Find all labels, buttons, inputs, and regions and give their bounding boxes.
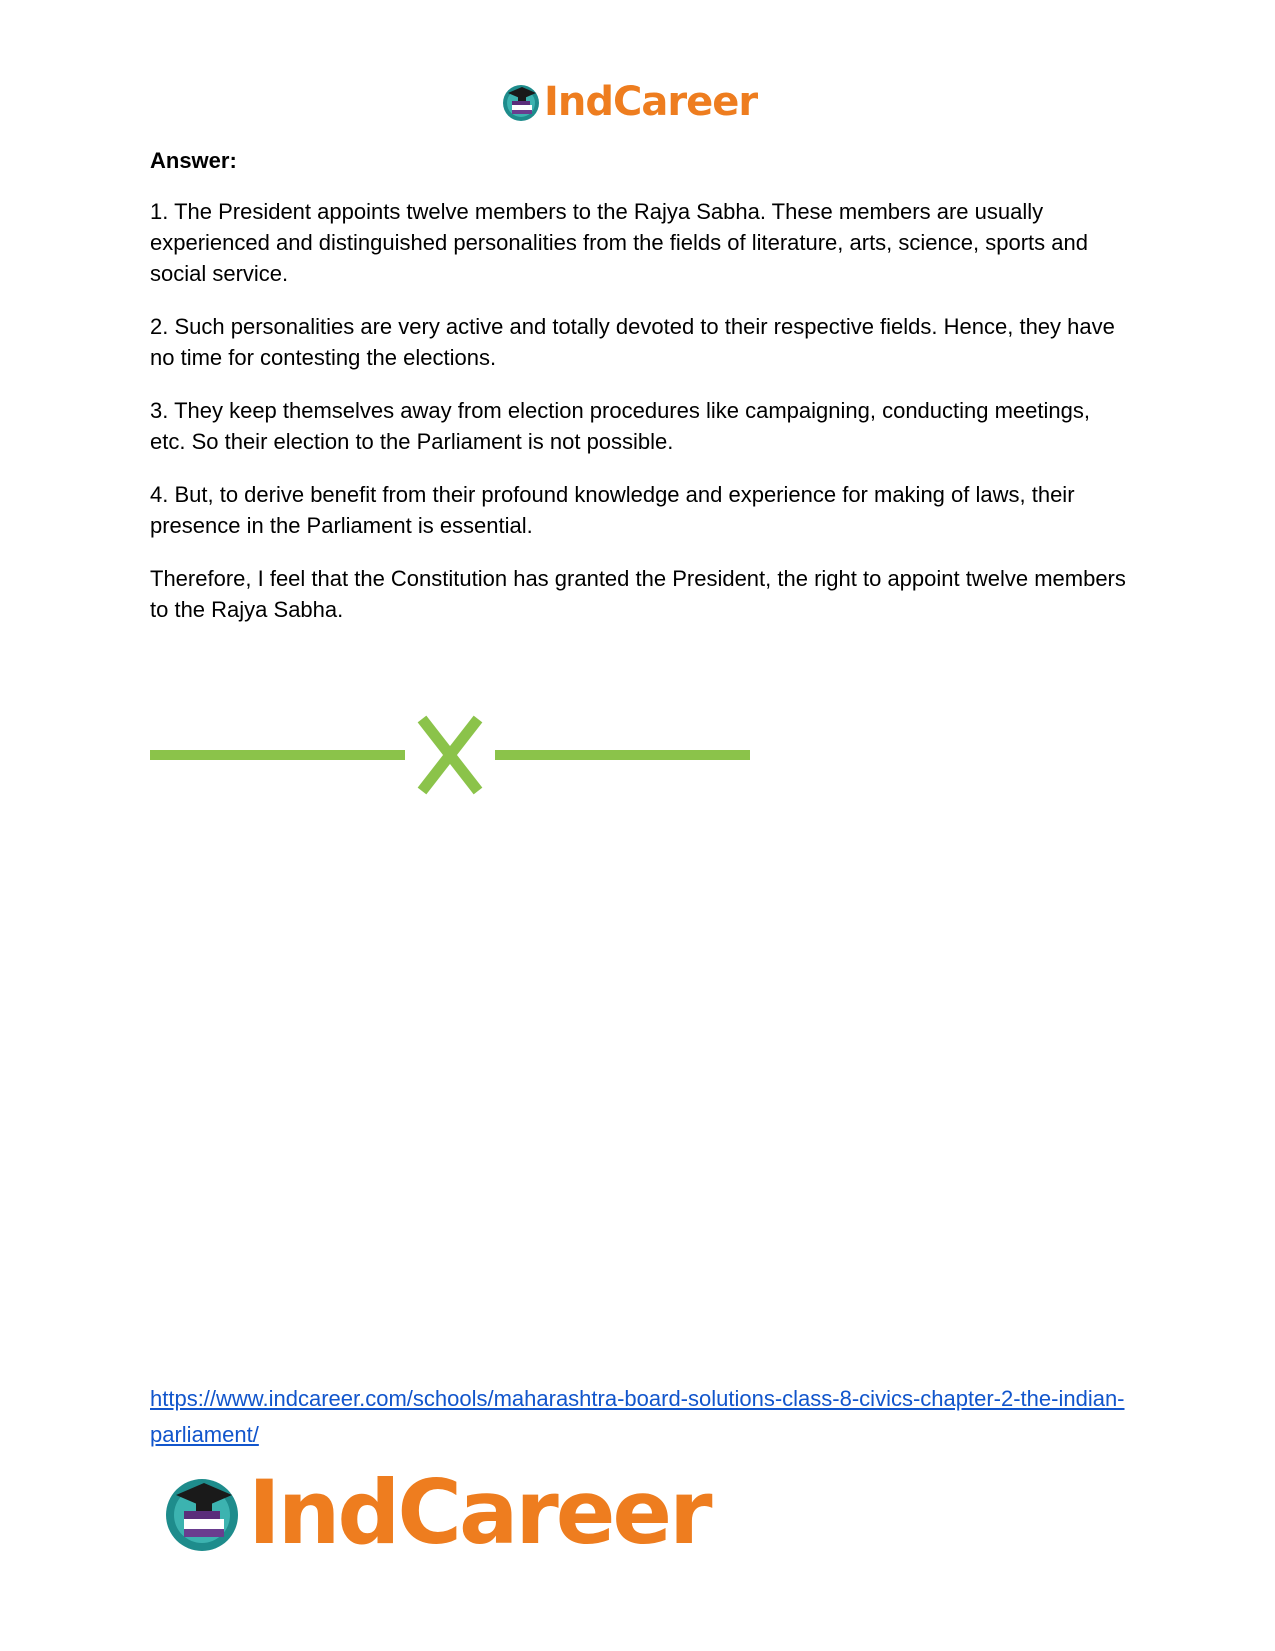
section-divider — [150, 715, 760, 795]
answer-paragraph-2: 2. Such personalities are very active and totally devoted to their respective fields. Hence, they have no time for contesting the elections. — [150, 314, 1115, 370]
answer-paragraph-4: 4. But, to derive benefit from their profound knowledge and experience for making of laws, their presence in the Parliament is essential. — [150, 482, 1075, 538]
answer-heading: Answer: — [150, 148, 237, 173]
footer-logo — [160, 1461, 710, 1564]
footer-logo-text: IndCareer — [248, 1461, 710, 1564]
answer-paragraph-1: 1. The President appoints twelve members to the Rajya Sabha. These members are usually experienced and distinguished personalities from the fields of literature, arts, science, sports and social service. — [150, 199, 1088, 286]
graduate-globe-icon — [160, 1471, 244, 1555]
header-logo — [500, 78, 757, 126]
answer-conclusion: Therefore, I feel that the Constitution has granted the President, the right to appoint twelve members to the Rajya Sabha. — [150, 566, 1126, 622]
divider-line-left — [150, 750, 405, 760]
answer-section — [150, 146, 1130, 647]
source-link[interactable]: https://www.indcareer.com/schools/maharashtra-board-solutions-class-8-civics-chapter-2-the-indian-parliament/ — [150, 1386, 1125, 1447]
divider-line-right — [495, 750, 750, 760]
header-logo-text: IndCareer — [544, 79, 758, 125]
answer-paragraph-3: 3. They keep themselves away from election procedures like campaigning, conducting meetings, etc. So their election to the Parliament is not possible. — [150, 398, 1090, 454]
graduate-globe-icon — [500, 81, 542, 123]
